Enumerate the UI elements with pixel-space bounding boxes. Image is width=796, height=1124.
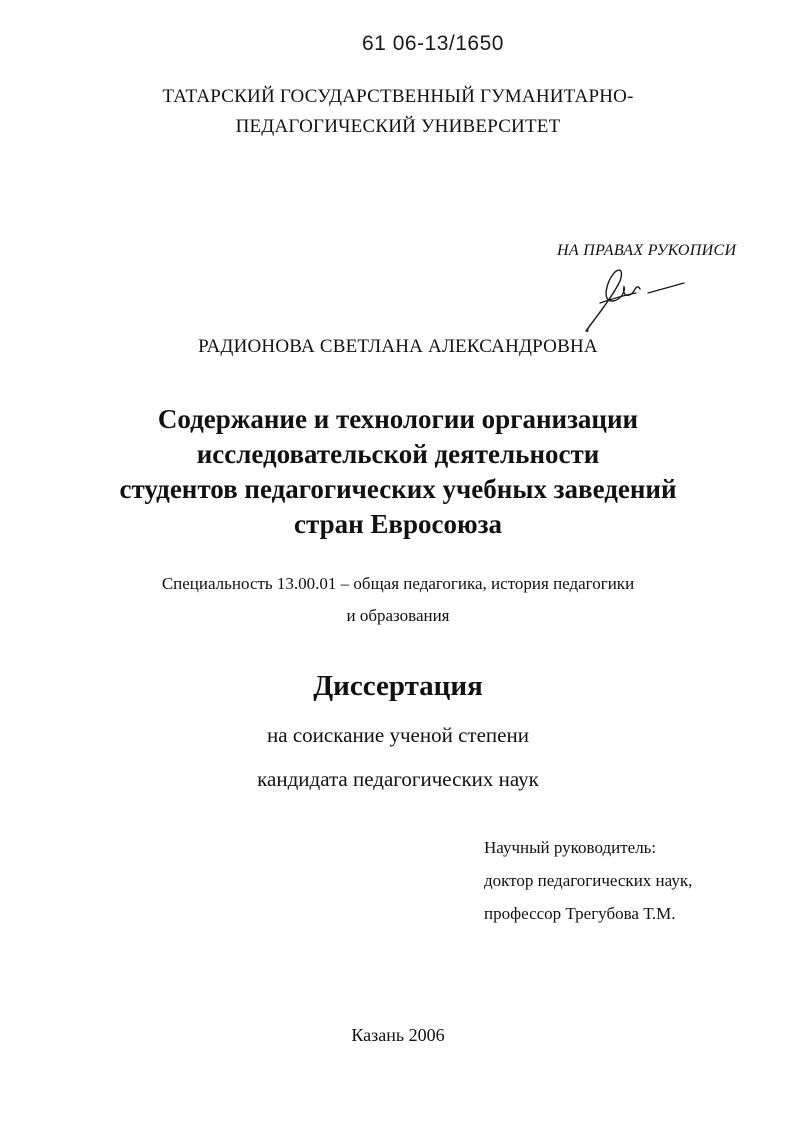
title-line-1: Содержание и технологии организации	[157, 404, 639, 434]
degree-line-1: на соискание ученой степени	[267, 723, 529, 747]
manuscript-rights-note: НА ПРАВАХ РУКОПИСИ	[557, 242, 737, 259]
author-signature	[578, 255, 688, 335]
supervisor-label: Научный руководитель:	[484, 838, 657, 857]
title-line-2: исследовательской деятельности	[196, 439, 600, 469]
university-name-line-1: ТАТАРСКИЙ ГОСУДАРСТВЕННЫЙ ГУМАНИТАРНО-	[162, 86, 634, 107]
document-type-heading: Диссертация	[313, 670, 483, 702]
supervisor-degree: доктор педагогических наук,	[484, 871, 693, 890]
title-line-4: стран Евросоюза	[294, 509, 502, 539]
author-name: РАДИОНОВА СВЕТЛАНА АЛЕКСАНДРОВНА	[198, 336, 598, 357]
specialty-line-2: и образования	[346, 606, 450, 625]
university-name-line-2: ПЕДАГОГИЧЕСКИЙ УНИВЕРСИТЕТ	[235, 116, 561, 137]
archive-stamp-number: 61 06-13/1650	[362, 32, 504, 55]
city-year: Казань 2006	[351, 1025, 445, 1045]
degree-line-2: кандидата педагогических наук	[257, 767, 539, 791]
dissertation-title	[0, 402, 796, 542]
supervisor-name: профессор Трегубова Т.М.	[484, 904, 676, 923]
specialty-line-1: Специальность 13.00.01 – общая педагогика, история педагогики	[161, 574, 635, 593]
title-line-3: студентов педагогических учебных заведений	[119, 474, 677, 504]
